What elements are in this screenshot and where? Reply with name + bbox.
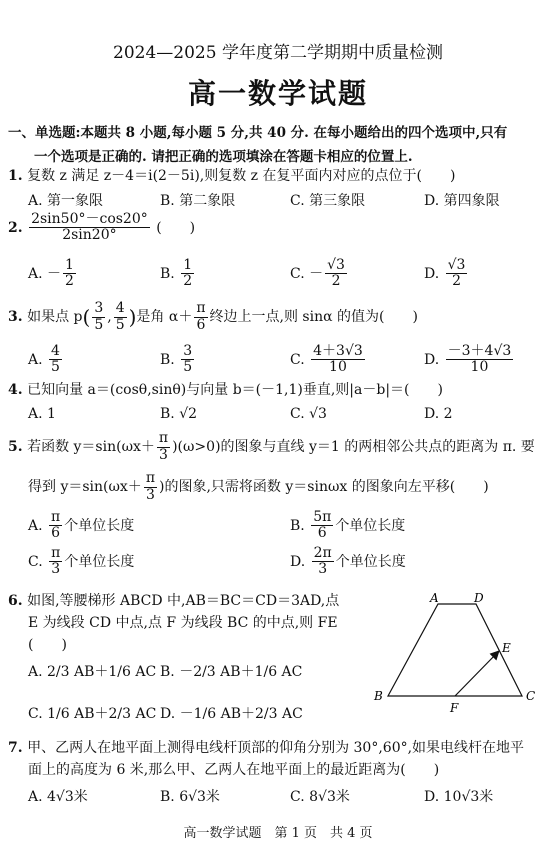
option-d: D. $\frac{√3}{2}$ (424, 257, 466, 290)
question-5: 5. 若函数 y＝sin(ωx＋ $\frac{\pi}{3}$ )(ω>0)的图象与直线 y＝1 的两相邻公共点的距离为 π. 要 (8, 430, 535, 463)
option-d: D. －1/6 AB＋2/3 AC (160, 706, 303, 722)
question-stem-line1-post: )(ω>0)的图象与直线 y＝1 的两相邻公共点的距离为 π. 要 (172, 439, 535, 455)
question-stem-line2-pre: 得到 y＝sin(ωx＋ (28, 479, 142, 495)
question-5-options-row-1 (28, 510, 528, 544)
option-b: B. $\frac{5\pi}{6}$ 个单位长度 (290, 509, 406, 542)
question-number: 4. (8, 382, 23, 398)
option-b: B. √2 (160, 406, 198, 422)
vector-fe (455, 652, 498, 696)
question-5-options-row-2 (28, 546, 528, 580)
question-stem-tail: 终边上一点,则 sinα 的值为( ) (209, 309, 418, 325)
option-c: C. 8√3米 (290, 789, 350, 805)
option-c: C. $\frac{4+3√3}{10}$ (290, 343, 363, 376)
question-stem-line-3: ( ) (28, 637, 67, 653)
question-2-options (28, 258, 528, 292)
question-3: 3. 如果点 p( $\frac{3}{5}$ , $\frac{4}{5}$ )是角 α＋ $\frac{\pi}{6}$ 终边上一点,则 sinα 的值为( ) (8, 300, 418, 333)
question-number: 2. (8, 219, 23, 236)
label-e: E (502, 641, 511, 655)
option-a: A. 1 (28, 406, 56, 422)
question-3-options (28, 344, 528, 378)
question-5-line-2: 得到 y＝sin(ωx＋ $\frac{\pi}{3}$ )的图象,只需将函数 y＝sinωx 的图象向左平移( ) (28, 470, 489, 503)
option-b: B. 第二象限 (160, 193, 236, 209)
question-stem-mid: 是角 α＋ (136, 309, 193, 325)
option-b: B. －2/3 AB＋1/6 AC (160, 664, 303, 680)
question-stem-line-2: 面上的高度为 6 米,那么甲、乙两人在地平面上的最近距离为( ) (28, 762, 440, 778)
question-7 (8, 738, 524, 758)
question-4 (8, 380, 443, 400)
exam-title: 高一数学试题 (187, 77, 368, 110)
question-6 (8, 590, 339, 656)
question-tail: ( ) (156, 219, 196, 236)
option-a: A. 4√3米 (28, 789, 88, 805)
question-number: 6. (8, 593, 23, 609)
option-b: B. $\frac{3}{5}$ (160, 343, 193, 376)
option-a: A. $\frac{4}{5}$ (28, 343, 60, 376)
option-d: D. $\frac{-3+4√3}{10}$ (424, 343, 512, 376)
option-c: C. $\frac{\pi}{3}$ 个单位长度 (28, 545, 135, 578)
page-footer: 高一数学试题 第 1 页 共 4 页 (183, 826, 373, 841)
question-stem-pre: 如果点 p (27, 309, 83, 325)
option-b: B. 6√3米 (160, 789, 220, 805)
question-number: 7. (8, 740, 23, 756)
question-1 (8, 166, 455, 186)
label-a: A (430, 591, 439, 605)
option-c: C. 第三象限 (290, 193, 366, 209)
question-stem-line1-pre: 若函数 y＝sin(ωx＋ (27, 439, 155, 455)
label-d: D (474, 591, 484, 605)
option-c: C. √3 (290, 406, 327, 422)
option-d: D. 第四象限 (424, 193, 500, 209)
question-7-options (28, 786, 528, 814)
option-a: A. 2/3 AB＋1/6 AC (28, 664, 157, 680)
question-2 (8, 212, 195, 244)
label-f: F (450, 701, 459, 715)
question-number: 5. (8, 439, 23, 455)
question-stem: 已知向量 a＝(cosθ,sinθ)与向量 b＝(－1,1)垂直,则|a－b|＝( ) (27, 382, 443, 398)
option-a: A. － $\frac{1}{2}$ (28, 257, 74, 290)
fraction (29, 212, 150, 244)
question-stem-line-1: 甲、乙两人在地平面上测得电线杆顶部的仰角分别为 30°,60°,如果电线杆在地平 (27, 740, 525, 756)
section-line-1: 一、单选题:本题共 8 小题,每小题 5 分,共 40 分. 在每小题给出的四个选项中,只有 (8, 125, 508, 141)
question-number: 1. (8, 168, 23, 184)
question-stem-line-2: E 为线段 CD 中点,点 F 为线段 BC 的中点,则 FE (28, 615, 338, 631)
option-b: B. $\frac{1}{2}$ (160, 257, 193, 290)
section-instructions (8, 121, 548, 169)
option-c: C. － $\frac{√3}{2}$ (290, 257, 345, 290)
question-stem-line-1: 如图,等腰梯形 ABCD 中,AB＝BC＝CD＝3AD,点 (27, 593, 340, 609)
question-stem: 复数 z 满足 z－4＝i(2－5i),则复数 z 在复平面内对应的点位于( ) (27, 168, 456, 184)
option-d: D. 10√3米 (424, 789, 494, 805)
label-b: B (374, 689, 383, 703)
section-line-2: 一个选项是正确的. 请把正确的选项填涂在答题卡相应的位置上. (34, 149, 413, 165)
option-d: D. 2 (424, 406, 453, 422)
label-c: C (526, 689, 536, 703)
option-a: A. 第一象限 (28, 193, 104, 209)
option-a: A. $\frac{\pi}{6}$ 个单位长度 (28, 509, 135, 542)
trapezoid-figure (370, 590, 546, 715)
numerator: 2sin50°－cos20° (31, 211, 148, 227)
option-d: D. $\frac{2\pi}{3}$ 个单位长度 (290, 545, 406, 578)
question-stem-line2-post: )的图象,只需将函数 y＝sinωx 的图象向左平移( ) (159, 479, 489, 495)
question-number: 3. (8, 309, 23, 325)
exam-header: 2024—2025 学年度第二学期期中质量检测 (113, 43, 443, 63)
denominator: 2sin20° (62, 227, 117, 244)
option-c: C. 1/6 AB＋2/3 AC (28, 706, 157, 722)
